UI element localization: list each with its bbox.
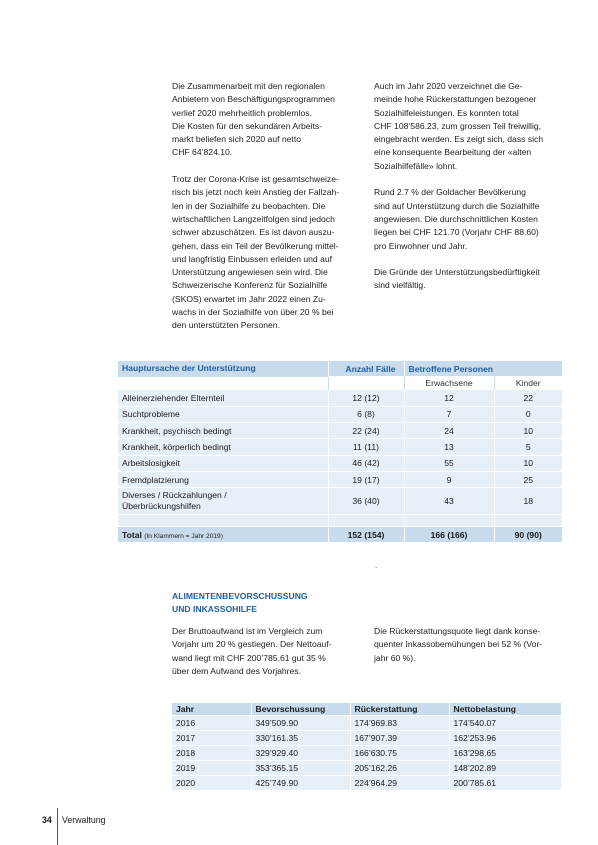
cell-children: 10 — [494, 423, 562, 439]
cell-cases: 22 (24) — [328, 423, 404, 439]
paragraph: Trotz der Corona-Krise ist gesamtschweize- risch bis jetzt noch kein Anstieg der Fallzah- len in der Sozialhilfe zu beobachten. Die wirtschaftlichen Langzeitfolgen sind jedoch schwer abzuschätzen. Es ist davon auszu- gehen, dass ein Teil der Bevölkerung mittel- und langfristig Einbussen erleiden und auf Unterstützung angewiesen sein wird. Die Schweizerische Konferenz für Sozialhilfe (SKOS) erwartet im Jahr 2022 einen Zu- wachs in der Sozialhilfe von über 20 % bei den unterstützten Personen. — [172, 174, 340, 331]
total-label: Total — [122, 529, 142, 540]
cell-refund: 174’969.83 — [350, 715, 449, 730]
cell-adults: 13 — [404, 439, 494, 455]
header-net: Nettobelastung — [449, 703, 561, 715]
cell-adults: 12 — [404, 390, 494, 406]
cell-advance: 329’929.40 — [251, 745, 350, 760]
stray-dot: . — [375, 561, 378, 570]
table-row — [118, 455, 562, 471]
table-subheader-row — [118, 376, 562, 390]
header-year: Jahr — [172, 703, 251, 715]
cell-children: 0 — [494, 406, 562, 422]
right-column-text — [374, 80, 574, 293]
header-refund: Rückerstattung — [350, 703, 449, 715]
paragraph: Auch im Jahr 2020 verzeichnet die Ge- meinde hohe Rückerstattungen bezogener Sozialhilfeleistungen. Es konnten total CHF 108’586.23, zum grossen Teil freiwillig, eingebracht werden. Es zeigt sich, dass sich eine konsequente Bearbeitung der «alten Sozialhilfefälle» lohnt. — [374, 81, 544, 171]
cell-advance: 353’365.15 — [251, 760, 350, 775]
cell-cases: 11 (11) — [328, 439, 404, 455]
section-right-text — [374, 625, 574, 665]
cell-cases: 46 (42) — [328, 455, 404, 471]
cell-cause: Krankheit, körperlich bedingt — [118, 439, 328, 455]
cell-net: 148’202.89 — [449, 760, 561, 775]
header-advance: Bevorschussung — [251, 703, 350, 715]
header-adults: Erwachsene — [404, 376, 494, 390]
total-note: (In Klammern = Jahr 2019) — [144, 532, 223, 540]
header-cause: Hauptursache der Unterstützung — [118, 361, 328, 376]
subheader-empty — [118, 376, 328, 390]
total-label-cell — [118, 527, 328, 543]
spacer-cell — [404, 515, 494, 527]
total-children: 90 (90) — [494, 527, 562, 543]
cell-adults: 43 — [404, 488, 494, 515]
paragraph: Die Gründe der Unterstützungsbedürftigkeit sind vielfältig. — [374, 267, 540, 291]
cell-refund: 166’630.75 — [350, 745, 449, 760]
cell-advance: 425’749.90 — [251, 775, 350, 790]
subheader-empty — [328, 376, 404, 390]
cell-refund: 205’162.26 — [350, 760, 449, 775]
spacer-cell — [328, 515, 404, 527]
advance-payments-table — [172, 703, 561, 790]
table-row — [118, 423, 562, 439]
cell-year: 2017 — [172, 730, 251, 745]
table-row — [172, 745, 561, 760]
header-cases: Anzahl Fälle — [328, 361, 404, 376]
cell-cases: 19 (17) — [328, 471, 404, 487]
cell-net: 174’540.07 — [449, 715, 561, 730]
table-header-row — [118, 361, 562, 376]
table-row — [172, 775, 561, 790]
table-row — [118, 488, 562, 515]
paragraph: Rund 2.7 % der Goldacher Bevölkerung sind auf Unterstützung durch die Sozialhilfe angewiesen. Die durchschnittlichen Kosten liegen bei CHF 121.70 (Vorjahr CHF 88.60) pro Einwohner und Jahr. — [374, 187, 540, 251]
header-persons: Betroffene Personen — [404, 361, 562, 376]
total-cases: 152 (154) — [328, 527, 404, 543]
cell-cases: 36 (40) — [328, 488, 404, 515]
cell-year: 2018 — [172, 745, 251, 760]
cell-cases: 12 (12) — [328, 390, 404, 406]
table-total-row — [118, 527, 562, 543]
cell-children: 10 — [494, 455, 562, 471]
table-spacer-row — [118, 515, 562, 527]
header-children: Kinder — [494, 376, 562, 390]
cell-adults: 55 — [404, 455, 494, 471]
cell-year: 2019 — [172, 760, 251, 775]
cell-adults: 7 — [404, 406, 494, 422]
footer-section-label: Verwaltung — [62, 815, 106, 825]
cell-adults: 9 — [404, 471, 494, 487]
paragraph: Die Rückerstattungsquote liegt dank konse- quenter Inkassobemühungen bei 52 % (Vor- jahr 60 %). — [374, 626, 543, 663]
section-left-text — [172, 625, 367, 678]
cell-cases: 6 (8) — [328, 406, 404, 422]
page-number: 34 — [42, 815, 52, 825]
table-row — [118, 406, 562, 422]
table-header-row — [172, 703, 561, 715]
spacer-cell — [494, 515, 562, 527]
spacer-cell — [118, 515, 328, 527]
paragraph: Die Zusammenarbeit mit den regionalen Anbietern von Beschäftigungsprogrammen verlief 2020 mehrheitlich problemlos. Die Kosten für den sekundären Arbeits- markt beliefen sich 2020 auf netto CHF 64’824.10. — [172, 81, 335, 158]
cell-cause: Suchtprobleme — [118, 406, 328, 422]
table-row — [172, 715, 561, 730]
cell-cause: Fremdplatzierung — [118, 471, 328, 487]
cell-cause: Krankheit, psychisch bedingt — [118, 423, 328, 439]
support-causes-table — [118, 361, 562, 543]
cell-children: 25 — [494, 471, 562, 487]
footer-divider — [57, 808, 58, 845]
cell-refund: 167’907.39 — [350, 730, 449, 745]
cell-advance: 330’161.35 — [251, 730, 350, 745]
cell-net: 200’785.61 — [449, 775, 561, 790]
cell-cause: Diverses / Rückzahlungen / Überbrückungshilfen — [118, 488, 328, 515]
cell-net: 162’253.96 — [449, 730, 561, 745]
cell-advance: 349’509.90 — [251, 715, 350, 730]
total-adults: 166 (166) — [404, 527, 494, 543]
left-column-text — [172, 80, 362, 333]
paragraph: Der Bruttoaufwand ist im Vergleich zum Vorjahr um 20 % gestiegen. Der Nettoauf- wand liegt mit CHF 200’785.61 gut 35 % über dem Aufwand des Vorjahres. — [172, 626, 332, 676]
cell-cause: Alleinerziehender Elternteil — [118, 390, 328, 406]
cell-net: 163’298.65 — [449, 745, 561, 760]
table-row — [172, 760, 561, 775]
table-row — [118, 390, 562, 406]
section-title: ALIMENTENBEVORSCHUSSUNG UND INKASSOHILFE — [172, 591, 308, 614]
cell-children: 5 — [494, 439, 562, 455]
cell-refund: 224’964.29 — [350, 775, 449, 790]
cell-adults: 24 — [404, 423, 494, 439]
cell-year: 2016 — [172, 715, 251, 730]
table-row — [118, 471, 562, 487]
cell-children: 22 — [494, 390, 562, 406]
table-row — [172, 730, 561, 745]
cell-children: 18 — [494, 488, 562, 515]
cell-cause: Arbeitslosigkeit — [118, 455, 328, 471]
table-row — [118, 439, 562, 455]
cell-year: 2020 — [172, 775, 251, 790]
